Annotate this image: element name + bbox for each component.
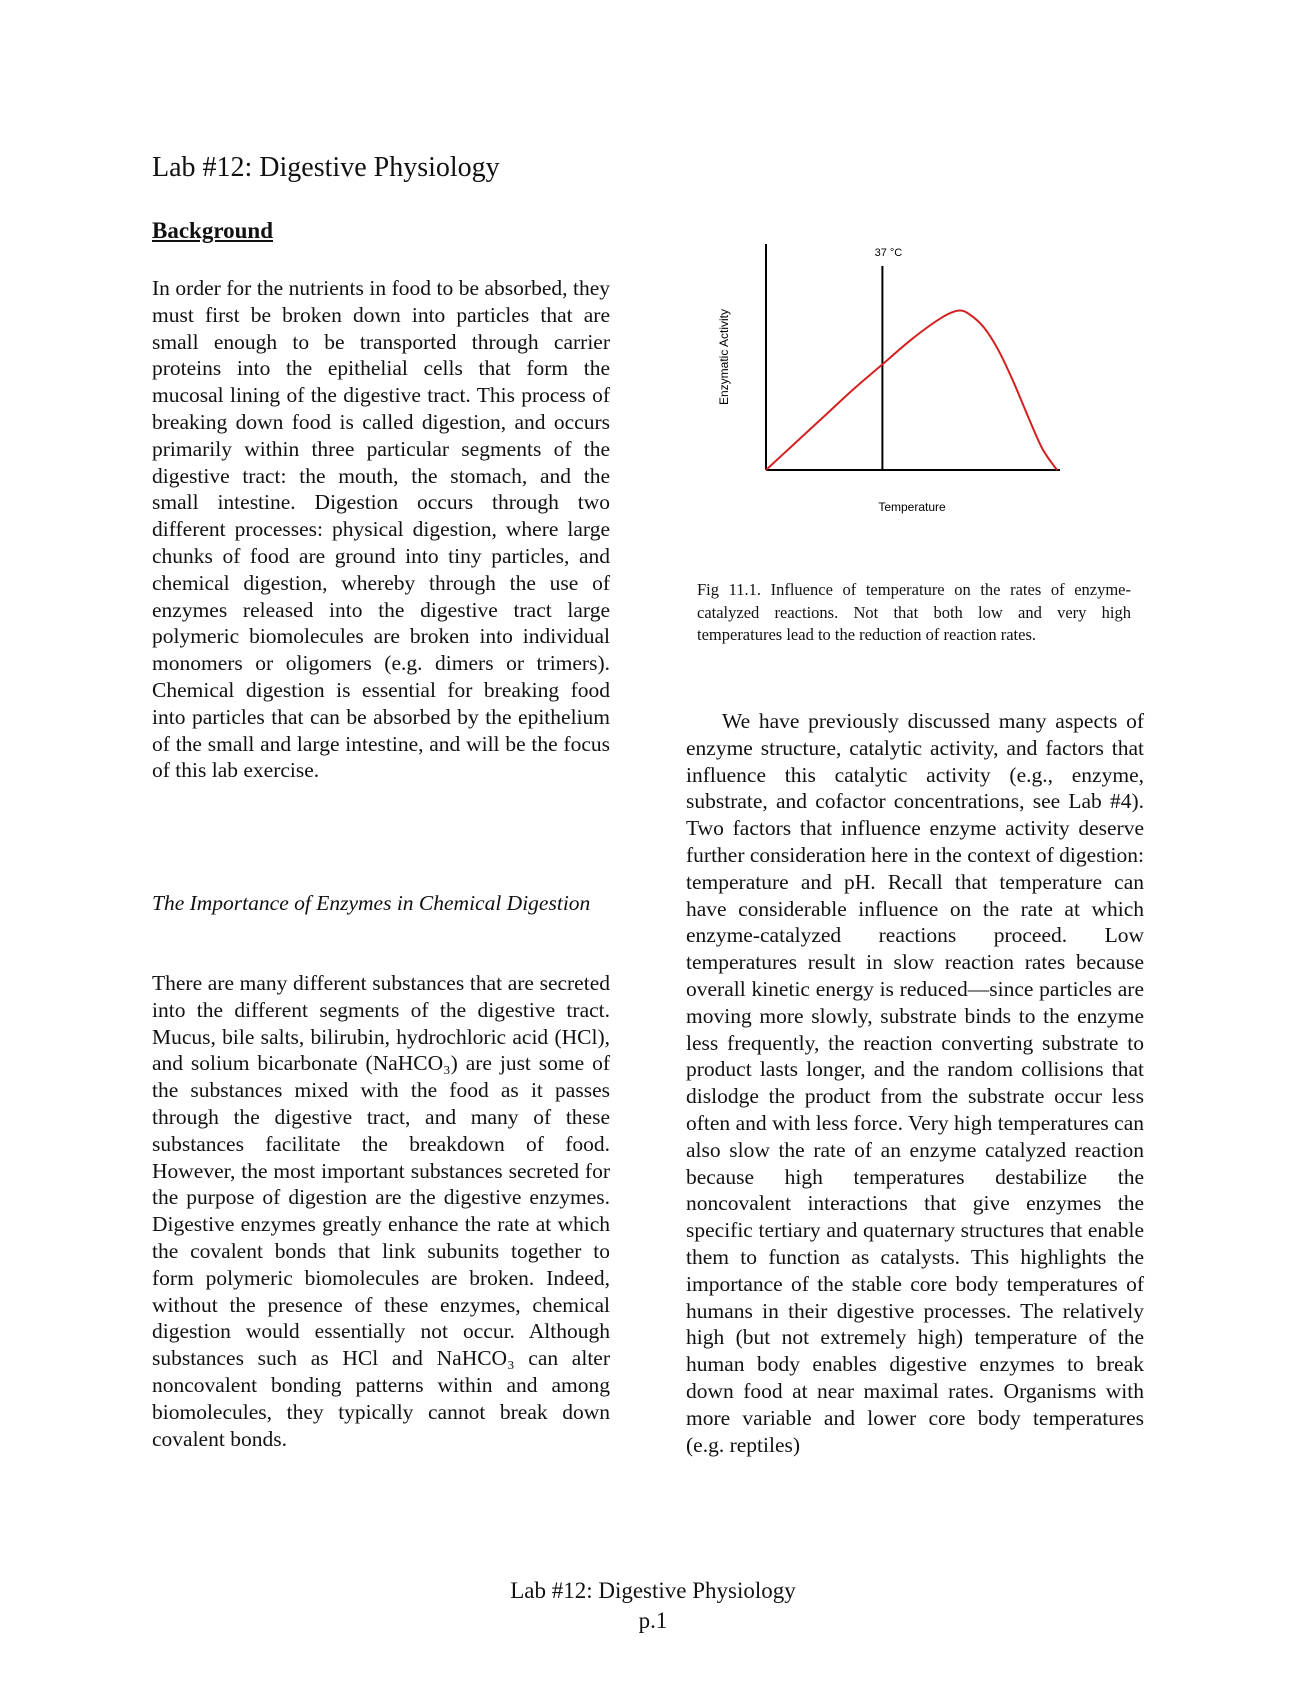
footer-title: Lab #12: Digestive Physiology	[510, 1578, 796, 1603]
x-axis-label: Temperature	[878, 500, 946, 514]
y-axis-label: Enzymatic Activity	[717, 308, 731, 406]
intro-paragraph: In order for the nutrients in food to be absorbed, they must first be broken down into particles that are small enough to be transported through carrier proteins into the epithelial cells that form the mucosal lining of the digestive tract. This process of breaking down food is called digestion, and occurs primarily within three particular segments of the digestive tract: the mouth, the stomach, and the small intestine. Digestion occurs through two different processes: physical digestion, where large chunks of food are ground into tiny particles, and chemical digestion, whereby through the use of enzymes released into the digestive tract large polymeric biomolecules are broken into individual monomers or oligomers (e.g. dimers or trimers). Chemical digestion is essential for breaking food into particles that can be absorbed by the epithelium of the small and large intestine, and will be the focus of this lab exercise.	[152, 276, 610, 783]
subheading: The Importance of Enzymes in Chemical Digestion	[152, 891, 591, 915]
annotation-37c: 37 °C	[874, 247, 903, 259]
temperature-paragraph: We have previously discussed many aspects of enzyme structure, catalytic activity, and factors that influence this catalytic activity (e.g., enzyme, substrate, and cofactor concentrations, see Lab #4). Two factors that influence enzyme activity deserve further consideration here in the context of digestion: temperature and pH. Recall that temperature can have considerable influence on the rate at which enzyme-catalyzed reactions proceed. Low temperatures result in slow reaction rates because overall kinetic energy is reduced—since particles are moving more slowly, substrate binds to the enzyme less frequently, the reaction converting substrate to product lasts longer, and the random collisions that dislodge the product from the substrate occur less often and with less force. Very high temperatures can also slow the rate of an enzyme catalyzed reaction because high temperatures destabilize the noncovalent interactions that give enzymes the specific tertiary and quaternary structures that enable them to function as catalysts. This highlights the importance of the stable core body temperatures of humans in their digestive processes. The relatively high (but not extremely high) temperature of the human body enables digestive enzymes to break down food at near maximal rates. Organisms with more variable and lower core body temperatures (e.g. reptiles)	[686, 709, 1144, 1457]
temperature-figure	[700, 238, 1080, 543]
page-number: p.1	[638, 1608, 668, 1633]
activity-curve	[766, 310, 1057, 470]
temperature-chart	[700, 238, 1080, 538]
section-heading: Background	[152, 218, 274, 243]
figure-caption: Fig 11.1. Influence of temperature on the rates of enzyme-catalyzed reactions. Not that both low and very high temperatures lead to the reduction of reaction rates.	[697, 580, 1131, 644]
enzymes-paragraph: There are many different substances that are secreted into the different segments of the digestive tract. Mucus, bile salts, bilirubin, hydrochloric acid (HCl), and solium bicarbonate (NaHCO₃) are just some of the substances mixed with the food as it passes through the digestive tract, and many of these substances facilitate the breakdown of food. However, the most important substances secreted for the purpose of digestion are the digestive enzymes. Digestive enzymes greatly enhance the rate at which the covalent bonds that link subunits together to form polymeric biomolecules are broken. Indeed, without the presence of these enzymes, chemical digestion would essentially not occur. Although substances such as HCl and NaHCO₃ can alter noncovalent bonding patterns within and among biomolecules, they typically cannot break down covalent bonds.	[152, 971, 610, 1451]
page-title: Lab #12: Digestive Physiology	[152, 152, 500, 183]
